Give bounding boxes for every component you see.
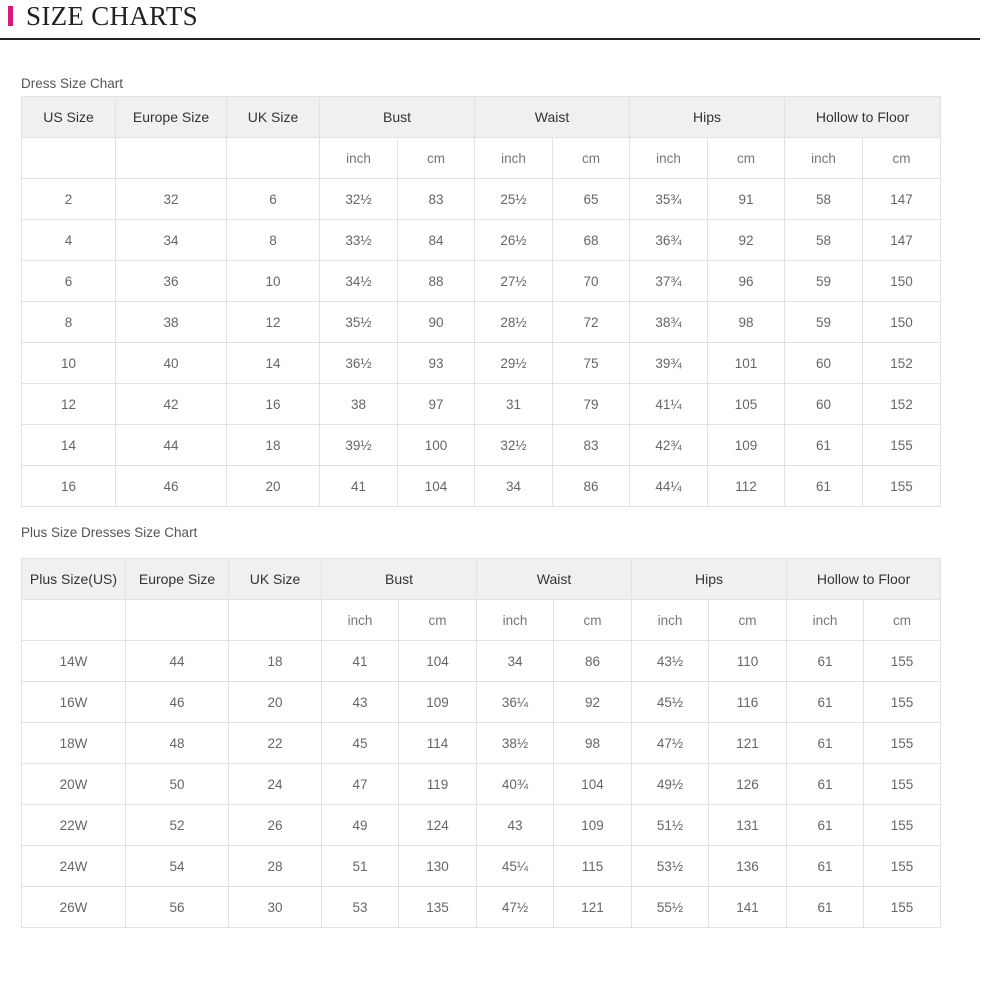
table-cell: 136 (709, 846, 787, 887)
table-cell: 109 (554, 805, 632, 846)
unit-row (22, 138, 941, 179)
empty-cell (229, 600, 322, 641)
table-cell: 42¾ (630, 425, 708, 466)
table-cell: 26 (229, 805, 322, 846)
table-cell: 49 (322, 805, 399, 846)
table-cell: 152 (863, 343, 941, 384)
table-cell: 27½ (475, 261, 553, 302)
table-cell: 53 (322, 887, 399, 928)
table-cell: 28 (229, 846, 322, 887)
table-cell: 91 (708, 179, 785, 220)
table-cell: 42 (116, 384, 227, 425)
table-cell: 155 (864, 641, 941, 682)
table-cell: 18W (22, 723, 126, 764)
table-cell: 41 (320, 466, 398, 507)
table-cell: 47½ (477, 887, 554, 928)
column-header: Bust (322, 559, 477, 600)
table-cell: 59 (785, 302, 863, 343)
table-cell: 35½ (320, 302, 398, 343)
unit-row (22, 600, 941, 641)
table-cell: 36½ (320, 343, 398, 384)
table-cell: 34 (116, 220, 227, 261)
table-cell: 49½ (632, 764, 709, 805)
table-cell: 34 (475, 466, 553, 507)
table-cell: 36¾ (630, 220, 708, 261)
column-header: Hollow to Floor (787, 559, 941, 600)
table-cell: 18 (229, 641, 322, 682)
table-cell: 33½ (320, 220, 398, 261)
column-header: Hollow to Floor (785, 97, 941, 138)
table-cell: 43 (477, 805, 554, 846)
table-cell: 45½ (632, 682, 709, 723)
table-cell: 25½ (475, 179, 553, 220)
table-cell: 32 (116, 179, 227, 220)
table-cell: 105 (708, 384, 785, 425)
table-cell: 12 (227, 302, 320, 343)
unit-header: cm (399, 600, 477, 641)
table-cell: 124 (399, 805, 477, 846)
table-cell: 35¾ (630, 179, 708, 220)
table-cell: 10 (227, 261, 320, 302)
unit-header: cm (708, 138, 785, 179)
table-cell: 18 (227, 425, 320, 466)
table-cell: 8 (22, 302, 116, 343)
table-cell: 10 (22, 343, 116, 384)
table-cell: 61 (785, 425, 863, 466)
table-cell: 36 (116, 261, 227, 302)
table-row (22, 343, 941, 384)
table-cell: 20W (22, 764, 126, 805)
unit-header: inch (320, 138, 398, 179)
table-cell: 84 (398, 220, 475, 261)
table-cell: 55½ (632, 887, 709, 928)
table-cell: 155 (864, 846, 941, 887)
table-cell: 26W (22, 887, 126, 928)
unit-header: cm (553, 138, 630, 179)
table-cell: 22 (229, 723, 322, 764)
table-cell: 58 (785, 220, 863, 261)
table-cell: 60 (785, 384, 863, 425)
unit-header: cm (398, 138, 475, 179)
unit-header: inch (475, 138, 553, 179)
unit-header: cm (554, 600, 632, 641)
header-row (22, 97, 941, 138)
table-row (22, 723, 941, 764)
table-cell: 126 (709, 764, 787, 805)
table-cell: 50 (126, 764, 229, 805)
column-header: Hips (632, 559, 787, 600)
table-cell: 86 (553, 466, 630, 507)
table-cell: 58 (785, 179, 863, 220)
table-cell: 98 (708, 302, 785, 343)
unit-header: inch (477, 600, 554, 641)
table-cell: 38¾ (630, 302, 708, 343)
table-cell: 110 (709, 641, 787, 682)
unit-header: inch (630, 138, 708, 179)
table-cell: 56 (126, 887, 229, 928)
table-cell: 70 (553, 261, 630, 302)
table-row (22, 466, 941, 507)
table-cell: 115 (554, 846, 632, 887)
table-cell: 86 (554, 641, 632, 682)
unit-header: inch (322, 600, 399, 641)
table-cell: 155 (864, 887, 941, 928)
table-cell: 152 (863, 384, 941, 425)
table-cell: 155 (864, 723, 941, 764)
table-cell: 12 (22, 384, 116, 425)
table-row (22, 805, 941, 846)
column-header: Plus Size(US) (22, 559, 126, 600)
table-cell: 101 (708, 343, 785, 384)
table-cell: 61 (785, 466, 863, 507)
table-cell: 24W (22, 846, 126, 887)
column-header: UK Size (229, 559, 322, 600)
table-cell: 51 (322, 846, 399, 887)
column-header: Waist (477, 559, 632, 600)
table-cell: 155 (864, 805, 941, 846)
table-cell: 53½ (632, 846, 709, 887)
table-cell: 39½ (320, 425, 398, 466)
table-cell: 109 (708, 425, 785, 466)
column-header: Waist (475, 97, 630, 138)
table-cell: 37¾ (630, 261, 708, 302)
table-cell: 92 (554, 682, 632, 723)
table-cell: 46 (126, 682, 229, 723)
table-cell: 34 (477, 641, 554, 682)
header-accent-bar (8, 6, 13, 26)
table-cell: 61 (787, 764, 864, 805)
empty-cell (22, 138, 116, 179)
table-row (22, 846, 941, 887)
table-cell: 32½ (320, 179, 398, 220)
page-header (0, 0, 980, 40)
table-cell: 39¾ (630, 343, 708, 384)
table-cell: 79 (553, 384, 630, 425)
table-cell: 51½ (632, 805, 709, 846)
table-cell: 147 (863, 179, 941, 220)
table-cell: 109 (399, 682, 477, 723)
table-row (22, 261, 941, 302)
table-cell: 100 (398, 425, 475, 466)
table-cell: 155 (863, 466, 941, 507)
plus-chart-caption: Plus Size Dresses Size Chart (21, 525, 198, 540)
table-cell: 97 (398, 384, 475, 425)
unit-header: inch (785, 138, 863, 179)
column-header: Hips (630, 97, 785, 138)
table-cell: 61 (787, 805, 864, 846)
page-title: SIZE CHARTS (26, 1, 198, 31)
table-cell: 20 (227, 466, 320, 507)
header-row (22, 559, 941, 600)
table-cell: 104 (554, 764, 632, 805)
table-cell: 28½ (475, 302, 553, 343)
table-cell: 65 (553, 179, 630, 220)
table-cell: 83 (553, 425, 630, 466)
plus-size-table (21, 558, 941, 928)
table-cell: 14 (227, 343, 320, 384)
table-cell: 54 (126, 846, 229, 887)
table-cell: 47½ (632, 723, 709, 764)
table-cell: 83 (398, 179, 475, 220)
table-cell: 93 (398, 343, 475, 384)
table-cell: 112 (708, 466, 785, 507)
table-cell: 14W (22, 641, 126, 682)
table-cell: 75 (553, 343, 630, 384)
table-cell: 16 (22, 466, 116, 507)
table-cell: 45¼ (477, 846, 554, 887)
table-cell: 8 (227, 220, 320, 261)
table-cell: 40 (116, 343, 227, 384)
column-header: Europe Size (126, 559, 229, 600)
table-cell: 14 (22, 425, 116, 466)
table-cell: 34½ (320, 261, 398, 302)
table-cell: 131 (709, 805, 787, 846)
unit-header: inch (787, 600, 864, 641)
table-cell: 98 (554, 723, 632, 764)
table-cell: 150 (863, 302, 941, 343)
table-cell: 135 (399, 887, 477, 928)
table-cell: 16W (22, 682, 126, 723)
table-cell: 44¼ (630, 466, 708, 507)
unit-header: cm (709, 600, 787, 641)
table-cell: 59 (785, 261, 863, 302)
table-cell: 43 (322, 682, 399, 723)
table-cell: 36¼ (477, 682, 554, 723)
table-cell: 4 (22, 220, 116, 261)
table-cell: 26½ (475, 220, 553, 261)
table-cell: 44 (126, 641, 229, 682)
table-cell: 24 (229, 764, 322, 805)
empty-cell (116, 138, 227, 179)
table-cell: 155 (864, 764, 941, 805)
table-cell: 147 (863, 220, 941, 261)
table-cell: 38½ (477, 723, 554, 764)
column-header: US Size (22, 97, 116, 138)
table-row (22, 425, 941, 466)
table-cell: 44 (116, 425, 227, 466)
table-row (22, 384, 941, 425)
table-cell: 114 (399, 723, 477, 764)
table-cell: 116 (709, 682, 787, 723)
table-cell: 47 (322, 764, 399, 805)
table-cell: 22W (22, 805, 126, 846)
table-cell: 52 (126, 805, 229, 846)
table-cell: 2 (22, 179, 116, 220)
table-cell: 68 (553, 220, 630, 261)
table-cell: 45 (322, 723, 399, 764)
table-row (22, 641, 941, 682)
table-cell: 48 (126, 723, 229, 764)
table-cell: 121 (554, 887, 632, 928)
column-header: UK Size (227, 97, 320, 138)
table-row (22, 682, 941, 723)
table-cell: 20 (229, 682, 322, 723)
table-cell: 32½ (475, 425, 553, 466)
table-cell: 90 (398, 302, 475, 343)
table-cell: 40¾ (477, 764, 554, 805)
table-cell: 6 (22, 261, 116, 302)
table-cell: 61 (787, 846, 864, 887)
table-row (22, 220, 941, 261)
table-cell: 104 (399, 641, 477, 682)
table-cell: 155 (863, 425, 941, 466)
table-cell: 16 (227, 384, 320, 425)
table-cell: 31 (475, 384, 553, 425)
table-cell: 141 (709, 887, 787, 928)
unit-header: cm (864, 600, 941, 641)
table-cell: 130 (399, 846, 477, 887)
table-cell: 38 (116, 302, 227, 343)
table-cell: 29½ (475, 343, 553, 384)
table-cell: 30 (229, 887, 322, 928)
table-cell: 41¼ (630, 384, 708, 425)
table-cell: 104 (398, 466, 475, 507)
table-cell: 88 (398, 261, 475, 302)
dress-size-table (21, 96, 941, 507)
column-header: Europe Size (116, 97, 227, 138)
table-cell: 6 (227, 179, 320, 220)
table-cell: 61 (787, 723, 864, 764)
unit-header: cm (863, 138, 941, 179)
table-cell: 38 (320, 384, 398, 425)
empty-cell (227, 138, 320, 179)
table-cell: 72 (553, 302, 630, 343)
unit-header: inch (632, 600, 709, 641)
table-cell: 61 (787, 641, 864, 682)
table-cell: 150 (863, 261, 941, 302)
empty-cell (22, 600, 126, 641)
table-row (22, 179, 941, 220)
table-cell: 121 (709, 723, 787, 764)
table-row (22, 302, 941, 343)
table-cell: 61 (787, 887, 864, 928)
table-row (22, 764, 941, 805)
dress-chart-caption: Dress Size Chart (21, 76, 124, 91)
table-cell: 46 (116, 466, 227, 507)
column-header: Bust (320, 97, 475, 138)
table-row (22, 887, 941, 928)
table-cell: 119 (399, 764, 477, 805)
empty-cell (126, 600, 229, 641)
table-cell: 92 (708, 220, 785, 261)
table-cell: 43½ (632, 641, 709, 682)
table-cell: 155 (864, 682, 941, 723)
table-cell: 61 (787, 682, 864, 723)
table-cell: 60 (785, 343, 863, 384)
table-cell: 96 (708, 261, 785, 302)
table-cell: 41 (322, 641, 399, 682)
